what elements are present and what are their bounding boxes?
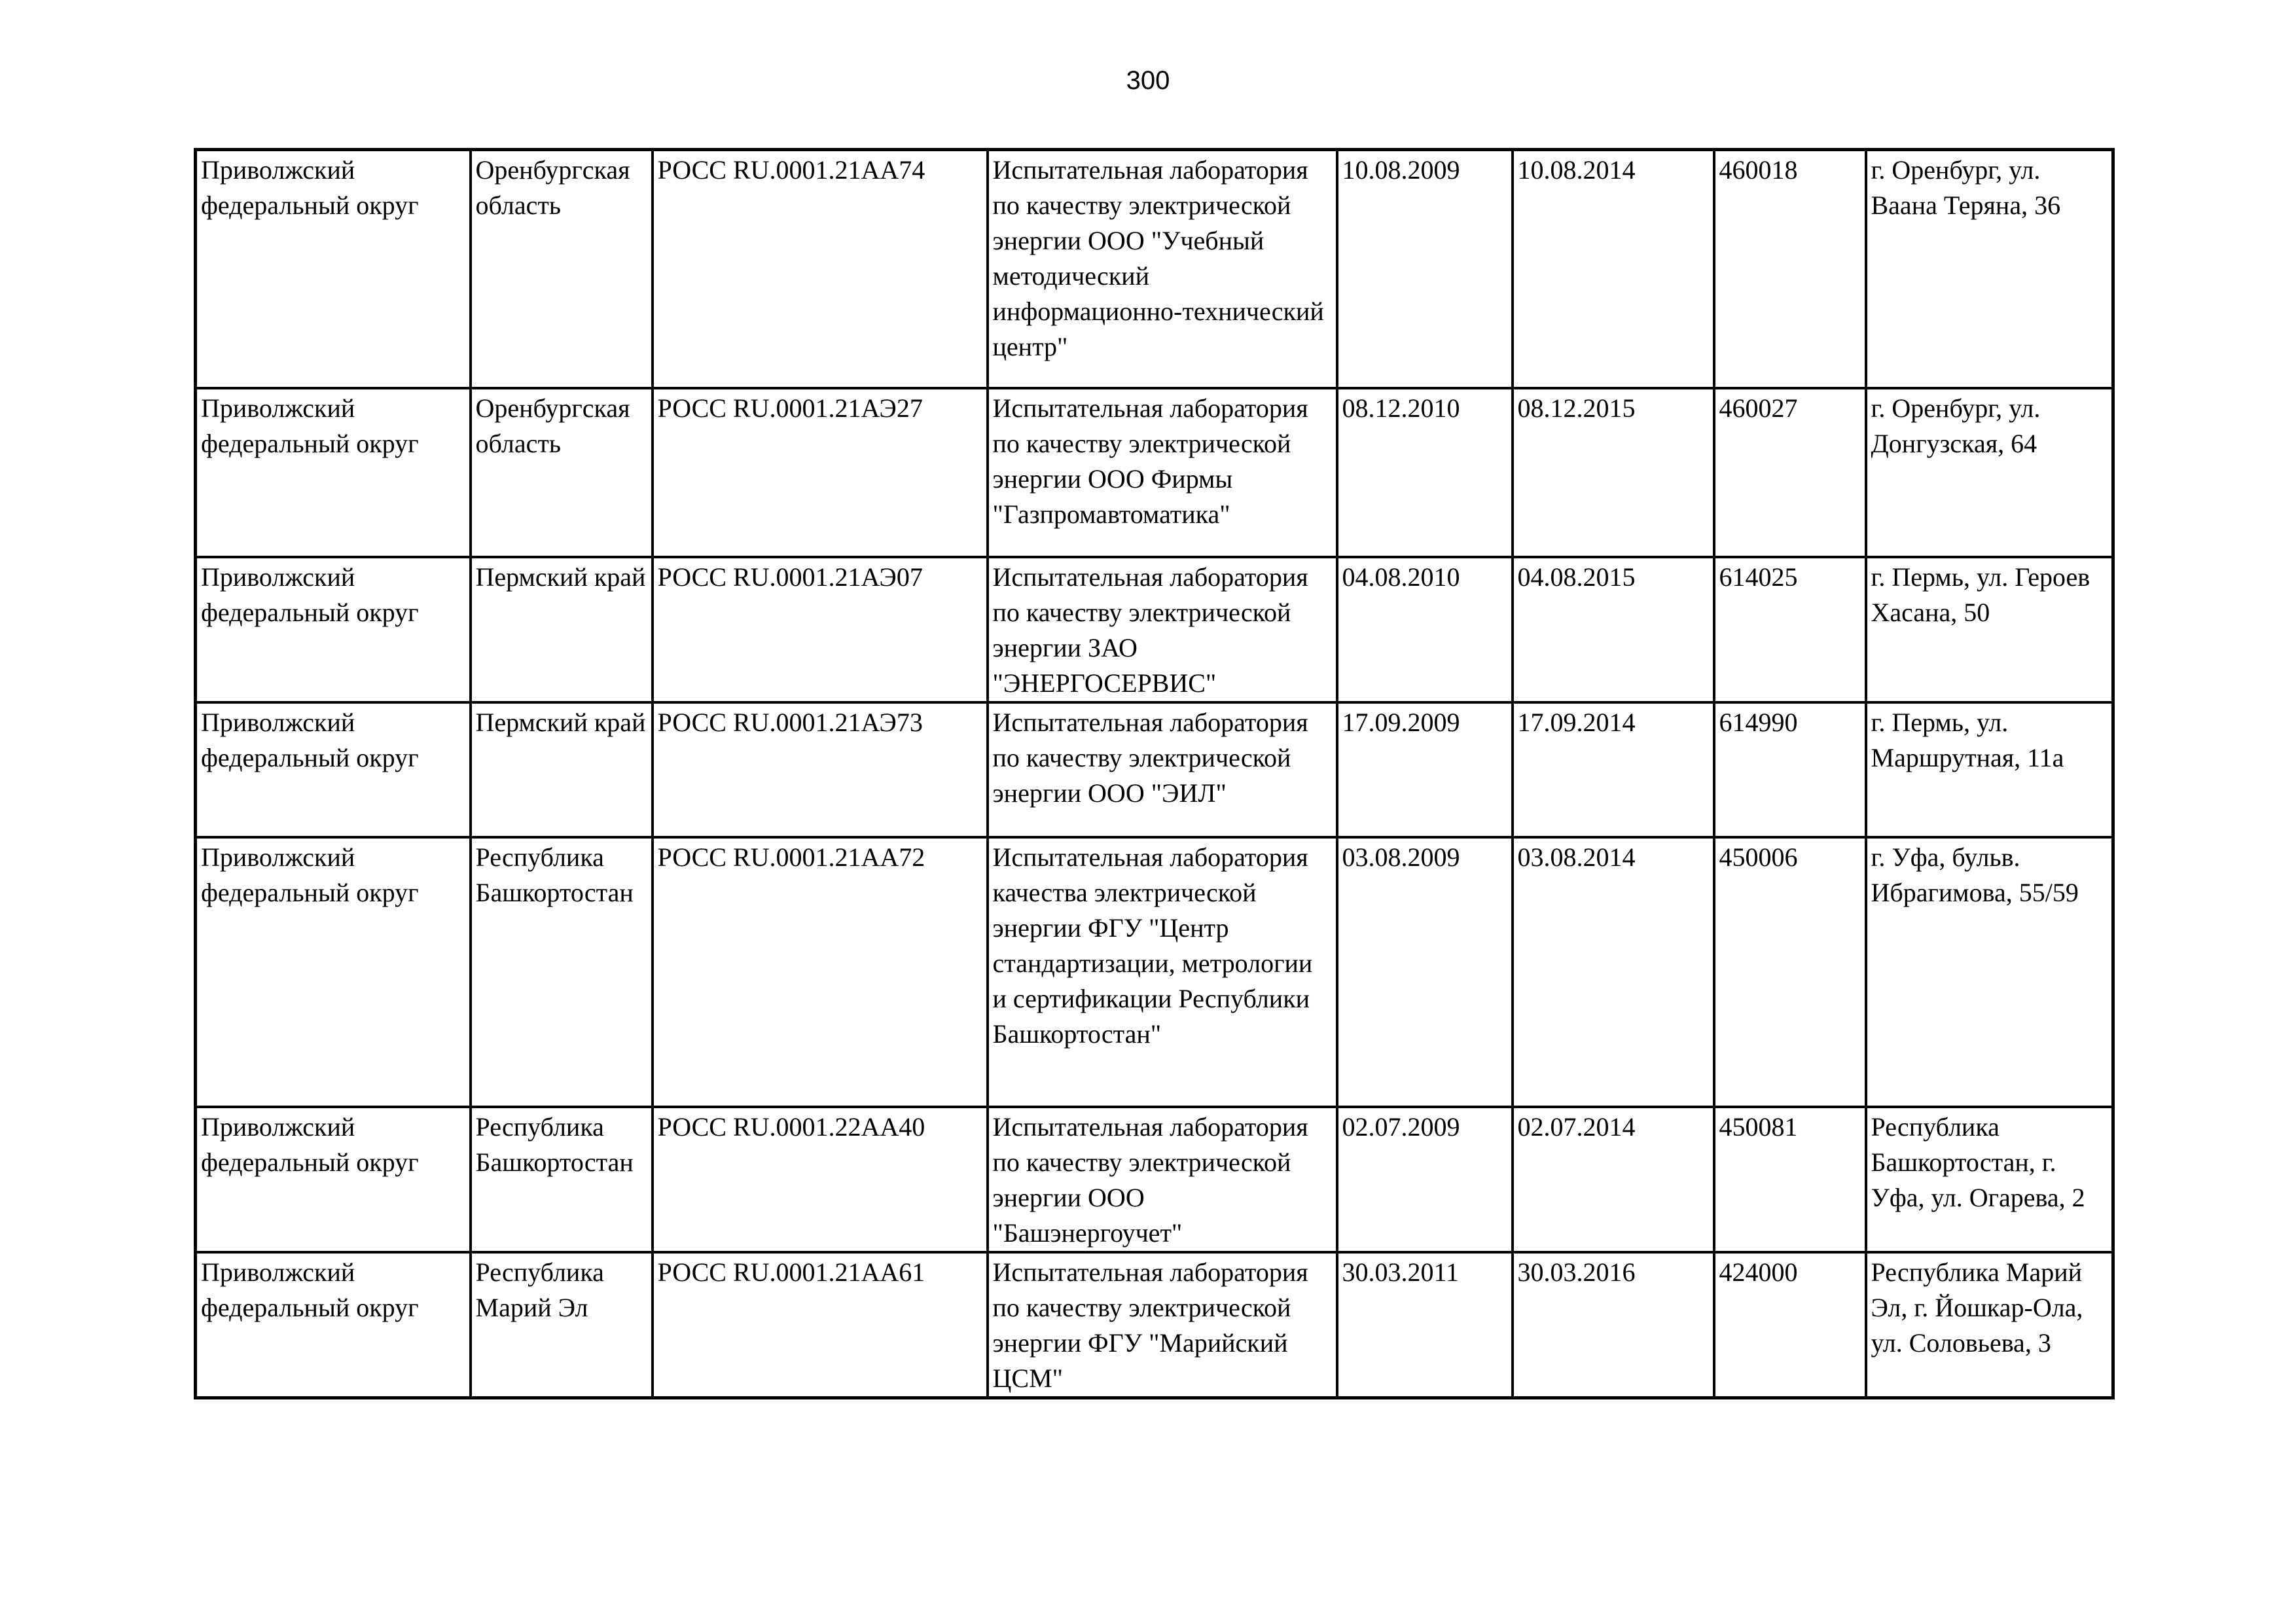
cell-organization: Испытательная лаборатория по качеству электрической энергии ФГУ "Марийский ЦСМ": [988, 1252, 1337, 1398]
cell-date-to: 08.12.2015: [1513, 388, 1714, 557]
cell-address: г. Пермь, ул. Героев Хасана, 50: [1866, 557, 2113, 702]
cell-region: Оренбургская область: [471, 150, 653, 388]
cell-district: Приволжский федеральный округ: [196, 1252, 471, 1398]
cell-district: Приволжский федеральный округ: [196, 1107, 471, 1252]
cell-organization: Испытательная лаборатория по качеству электрической энергии ООО "Учебный методический информационно-технический центр": [988, 150, 1337, 388]
cell-address: Республика Башкортостан, г. Уфа, ул. Огарева, 2: [1866, 1107, 2113, 1252]
cell-date-from: 04.08.2010: [1337, 557, 1513, 702]
cell-date-to: 10.08.2014: [1513, 150, 1714, 388]
cell-certificate: РОСС RU.0001.21АЭ73: [653, 702, 988, 837]
cell-organization: Испытательная лаборатория по качеству электрической энергии ООО Фирмы "Газпромавтоматика": [988, 388, 1337, 557]
cell-region: Оренбургская область: [471, 388, 653, 557]
table-row: [196, 702, 2113, 837]
cell-certificate: РОСС RU.0001.21АА74: [653, 150, 988, 388]
cell-date-from: 30.03.2011: [1337, 1252, 1513, 1398]
cell-postal-code: 614025: [1714, 557, 1866, 702]
cell-district: Приволжский федеральный округ: [196, 702, 471, 837]
cell-postal-code: 460018: [1714, 150, 1866, 388]
cell-district: Приволжский федеральный округ: [196, 388, 471, 557]
cell-certificate: РОСС RU.0001.21АА72: [653, 837, 988, 1107]
cell-date-from: 03.08.2009: [1337, 837, 1513, 1107]
cell-region: Пермский край: [471, 557, 653, 702]
cell-postal-code: 424000: [1714, 1252, 1866, 1398]
cell-date-to: 30.03.2016: [1513, 1252, 1714, 1398]
laboratory-registry-table: [194, 148, 2115, 1399]
cell-date-to: 02.07.2014: [1513, 1107, 1714, 1252]
cell-address: Республика Марий Эл, г. Йошкар-Ола, ул. Соловьева, 3: [1866, 1252, 2113, 1398]
cell-organization: Испытательная лаборатория по качеству электрической энергии ЗАО "ЭНЕРГОСЕРВИС": [988, 557, 1337, 702]
cell-district: Приволжский федеральный округ: [196, 557, 471, 702]
cell-date-from: 02.07.2009: [1337, 1107, 1513, 1252]
table-row: [196, 557, 2113, 702]
cell-address: г. Оренбург, ул. Донгузская, 64: [1866, 388, 2113, 557]
cell-date-from: 08.12.2010: [1337, 388, 1513, 557]
table-row: [196, 1252, 2113, 1398]
cell-certificate: РОСС RU.0001.21АА61: [653, 1252, 988, 1398]
cell-date-to: 17.09.2014: [1513, 702, 1714, 837]
cell-address: г. Оренбург, ул. Ваана Теряна, 36: [1866, 150, 2113, 388]
cell-postal-code: 450006: [1714, 837, 1866, 1107]
cell-organization: Испытательная лаборатория качества электрической энергии ФГУ "Центр стандартизации, метрологии и сертификации Республики Башкортостан": [988, 837, 1337, 1107]
cell-district: Приволжский федеральный округ: [196, 150, 471, 388]
cell-certificate: РОСС RU.0001.21АЭ07: [653, 557, 988, 702]
table-row: [196, 837, 2113, 1107]
cell-date-from: 17.09.2009: [1337, 702, 1513, 837]
cell-date-to: 03.08.2014: [1513, 837, 1714, 1107]
page-number: 300: [1126, 66, 1170, 95]
cell-date-from: 10.08.2009: [1337, 150, 1513, 388]
cell-postal-code: 460027: [1714, 388, 1866, 557]
cell-address: г. Пермь, ул. Маршрутная, 11а: [1866, 702, 2113, 837]
table-row: [196, 150, 2113, 388]
cell-postal-code: 450081: [1714, 1107, 1866, 1252]
cell-postal-code: 614990: [1714, 702, 1866, 837]
cell-certificate: РОСС RU.0001.22АА40: [653, 1107, 988, 1252]
cell-district: Приволжский федеральный округ: [196, 837, 471, 1107]
cell-organization: Испытательная лаборатория по качеству электрической энергии ООО "Башэнергоучет": [988, 1107, 1337, 1252]
table-row: [196, 388, 2113, 557]
cell-organization: Испытательная лаборатория по качеству электрической энергии ООО "ЭИЛ": [988, 702, 1337, 837]
cell-date-to: 04.08.2015: [1513, 557, 1714, 702]
cell-region: Республика Башкортостан: [471, 1107, 653, 1252]
cell-certificate: РОСС RU.0001.21АЭ27: [653, 388, 988, 557]
table-row: [196, 1107, 2113, 1252]
cell-address: г. Уфа, бульв. Ибрагимова, 55/59: [1866, 837, 2113, 1107]
cell-region: Республика Башкортостан: [471, 837, 653, 1107]
cell-region: Республика Марий Эл: [471, 1252, 653, 1398]
cell-region: Пермский край: [471, 702, 653, 837]
